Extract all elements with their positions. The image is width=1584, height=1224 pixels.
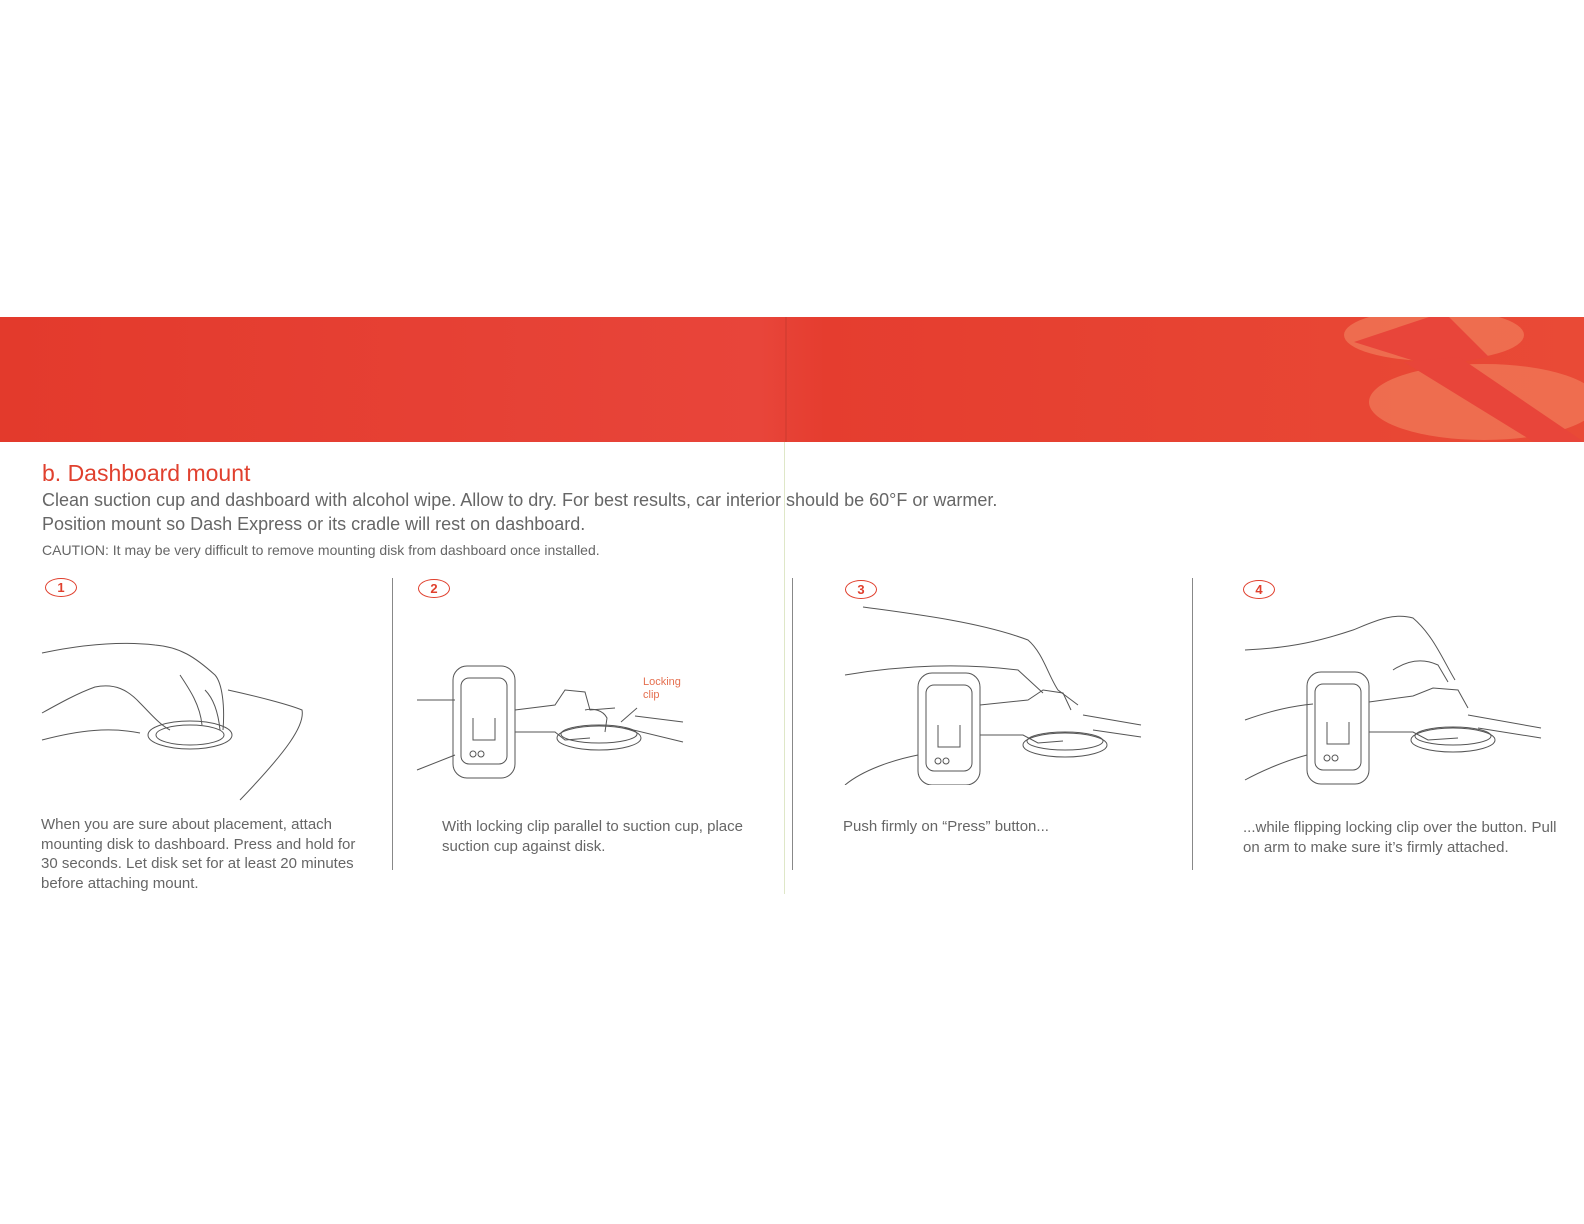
header-banner — [0, 317, 1584, 442]
step-1-illustration — [40, 635, 310, 805]
step-number-badge: 4 — [1243, 580, 1275, 599]
locking-clip-callout-1: Locking — [643, 676, 681, 688]
step-divider — [1192, 578, 1193, 870]
caution-note: CAUTION: It may be very difficult to remove mounting disk from dashboard once installed. — [42, 542, 600, 558]
intro-line-2: Position mount so Dash Express or its cradle will rest on dashboard. — [42, 514, 586, 534]
step-3-illustration — [843, 605, 1143, 785]
step-2-illustration — [415, 660, 695, 785]
brand-logo-icon — [1284, 317, 1584, 442]
section-title: b. Dashboard mount — [42, 460, 251, 486]
intro-text — [42, 488, 997, 536]
step-divider — [792, 578, 793, 870]
banner-fold-line — [785, 317, 787, 442]
step-4-illustration — [1243, 610, 1543, 790]
intro-line-1: Clean suction cup and dashboard with alcohol wipe. Allow to dry. For best results, car interior should be 60°F or warmer. — [42, 490, 998, 510]
step-3-caption: Push firmly on “Press” button... — [843, 818, 1049, 835]
step-1-caption: When you are sure about placement, attach mounting disk to dashboard. Press and hold for 30 seconds. Let disk set for at least 20 minutes before attaching mount. — [41, 816, 356, 892]
step-number-badge: 3 — [845, 580, 877, 599]
step-4-caption: ...while flipping locking clip over the button. Pull on arm to make sure it’s firmly attached. — [1243, 819, 1557, 856]
locking-clip-callout-2: clip — [643, 689, 660, 701]
step-number-badge: 1 — [45, 578, 77, 597]
step-number-badge: 2 — [418, 579, 450, 598]
step-divider — [392, 578, 393, 870]
step-2-caption: With locking clip parallel to suction cup, place suction cup against disk. — [442, 818, 743, 855]
